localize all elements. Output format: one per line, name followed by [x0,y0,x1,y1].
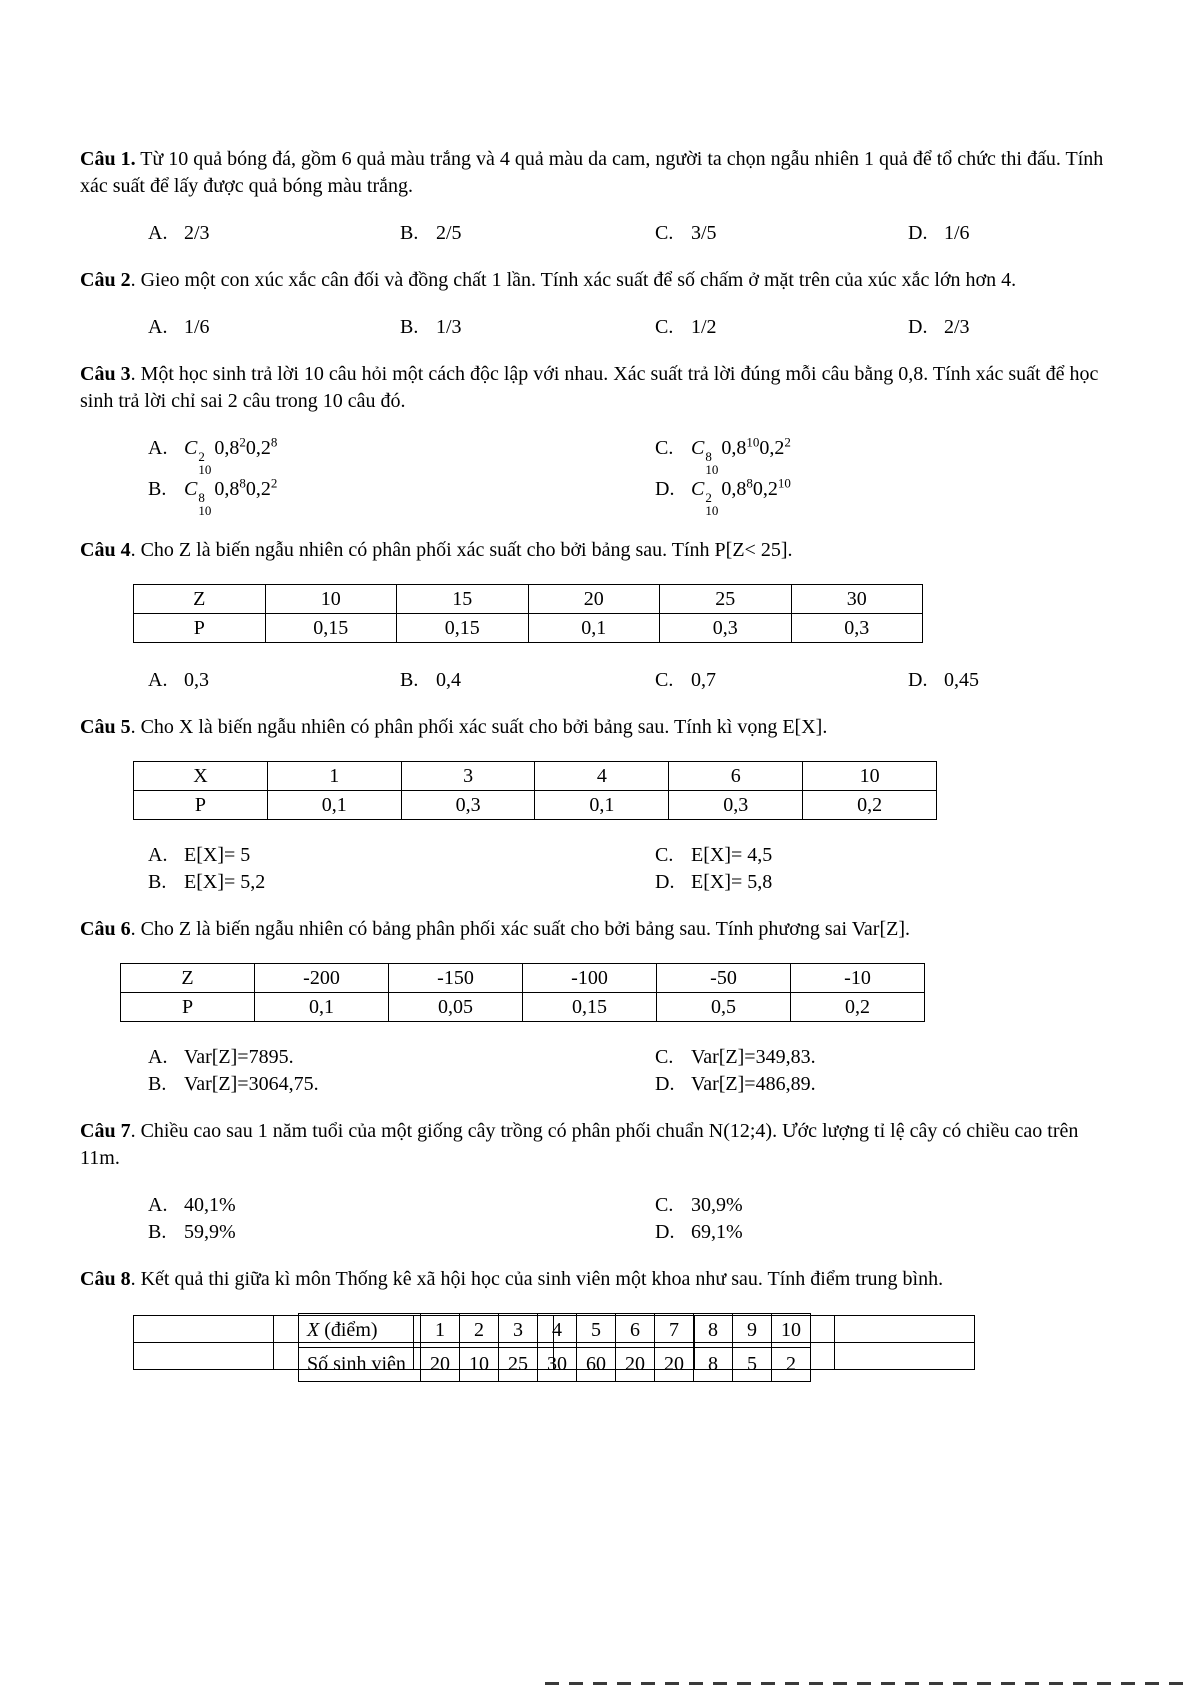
table-cell: 20 [528,585,660,614]
option-value: Var[Z]=349,83. [691,1046,816,1068]
table-cell: 0,3 [401,791,535,820]
exponent: 8 [270,434,278,450]
q5-distribution-table [133,761,937,820]
table-cell: 8 [694,1314,733,1348]
table-cell: 3 [499,1314,538,1348]
question-3-label: Câu 3 [80,363,131,385]
option-value: E[X]= 4,5 [691,844,773,866]
blank-cell [414,1316,554,1343]
question-2-text [80,267,1112,294]
option-b [148,1071,655,1098]
table-cell: 7 [655,1314,694,1348]
math-term: 0,2 [759,437,785,459]
table-cell: 0,2 [791,993,925,1022]
option-value: 2/3 [944,316,970,338]
option-b [400,314,655,341]
option-d [655,476,1112,517]
option-value: 30,9% [691,1194,743,1216]
table-cell: P [134,614,266,643]
option-b [148,476,655,517]
question-5-options [80,842,1112,896]
blank-cell [694,1343,834,1370]
question-6 [80,916,1112,1098]
table-cell: 0,1 [255,993,389,1022]
math-term: 0,2 [245,437,271,459]
option-letter: C. [655,669,674,691]
question-8-label: Câu 8 [80,1268,131,1290]
option-d [908,667,1112,694]
table-cell: 0,2 [803,791,937,820]
option-value: 3/5 [691,222,717,244]
option-c [655,220,908,247]
table-header-cell: Số sinh viên [299,1348,421,1382]
question-2-label: Câu 2 [80,269,131,291]
blank-cell [134,1343,274,1370]
option-letter: A. [148,669,168,691]
table-row [121,993,925,1022]
question-1-body: Từ 10 quả bóng đá, gồm 6 quả màu trắng và 4 quả màu da cam, người ta chọn ngẫu nhiên 1 quả để tổ chức thi đấu. Tính xác suất để lấy được quả bóng màu trắng. [80,148,1104,197]
option-b [400,220,655,247]
table-cell: 0,15 [397,614,529,643]
option-letter: B. [148,1221,167,1243]
question-1-options [80,220,1112,247]
table-cell: 0,15 [523,993,657,1022]
exponent: 10 [777,475,791,491]
question-6-label: Câu 6 [80,918,131,940]
table-cell: 6 [669,762,803,791]
table-cell: 15 [397,585,529,614]
combination-symbol: C [691,478,705,500]
combination-symbol: C [184,437,198,459]
option-letter: A. [148,1046,168,1068]
question-7-label: Câu 7 [80,1120,131,1142]
option-d [655,869,1112,896]
option-a [148,1044,655,1071]
blank-cell [554,1343,694,1370]
table-cell: 4 [535,762,669,791]
exponent: 2 [784,434,791,450]
blank-cell [134,1316,274,1343]
question-7 [80,1118,1112,1246]
question-4-options [80,667,1112,694]
option-letter: A. [148,844,168,866]
option-letter: A. [148,437,168,459]
question-5 [80,714,1112,896]
option-letter: C. [655,844,674,866]
table-cell: 60 [577,1348,616,1382]
question-1 [80,146,1112,247]
option-value: E[X]= 5,2 [184,871,266,893]
question-5-label: Câu 5 [80,716,131,738]
question-5-text [80,714,1112,741]
option-value: 0,45 [944,669,979,691]
blank-cell [554,1316,694,1343]
question-4 [80,537,1112,694]
table-row [134,1343,975,1370]
option-letter: A. [148,316,168,338]
exponent: 8 [239,475,246,491]
table-cell: 1 [267,762,401,791]
superscript: 8 [198,490,205,505]
combination-symbol: C [691,437,705,459]
sup-sub-stack [198,450,211,476]
option-c [655,842,1112,869]
question-1-text [80,146,1112,200]
table-cell: 8 [694,1348,733,1382]
option-letter: D. [908,669,928,691]
option-a [148,842,655,869]
table-cell: 20 [616,1348,655,1382]
table-cell: Z [121,964,255,993]
question-2-body: . Gieo một con xúc xắc cân đối và đồng chất 1 lần. Tính xác suất để số chấm ở mặt trên của xúc xắc lớn hơn 4. [130,269,1017,291]
option-c [655,314,908,341]
option-letter: B. [148,871,167,893]
option-value: 59,9% [184,1221,236,1243]
table-cell: 20 [655,1348,694,1382]
option-d [908,314,1112,341]
table-cell: 3 [401,762,535,791]
option-letter: C. [655,316,674,338]
table-row [134,1316,975,1343]
exponent: 2 [270,475,278,491]
option-value: 40,1% [184,1194,236,1216]
table-cell: 10 [803,762,937,791]
option-value: 69,1% [691,1221,743,1243]
math-term: 0,2 [245,478,271,500]
table-cell: 5 [733,1348,772,1382]
table-cell: -10 [791,964,925,993]
question-7-text [80,1118,1112,1172]
blank-cell [834,1343,974,1370]
blank-cell [694,1316,834,1343]
math-term: 0,8 [214,437,240,459]
option-value: 1/6 [184,316,210,338]
option-value: 0,4 [436,669,461,691]
question-6-text [80,916,1112,943]
option-letter: B. [148,478,167,500]
table-cell: 0,3 [791,614,923,643]
option-letter: C. [655,1194,674,1216]
option-value: Var[Z]=486,89. [691,1073,816,1095]
table-cell: 2 [772,1348,811,1382]
table-cell: 5 [577,1314,616,1348]
option-b [148,1219,655,1246]
table-cell: -200 [255,964,389,993]
table-row [134,614,923,643]
table-cell: 25 [499,1348,538,1382]
table-cell: 0,3 [669,791,803,820]
table-cell: 0,1 [528,614,660,643]
sup-sub-stack [705,491,718,517]
table-cell: 0,1 [535,791,669,820]
question-2-options [80,314,1112,341]
option-letter: D. [655,478,675,500]
option-b [400,667,655,694]
option-value: 0,3 [184,669,209,691]
superscript: 2 [705,490,712,505]
table-cell: 20 [421,1348,460,1382]
table-cell: 2 [460,1314,499,1348]
option-a [148,435,655,476]
option-a [148,314,400,341]
table-cell: P [134,791,268,820]
table-cell: 10 [460,1348,499,1382]
combination-symbol: C [184,478,198,500]
table-cell: 4 [538,1314,577,1348]
table-cell: 10 [772,1314,811,1348]
option-letter: D. [908,222,928,244]
blank-answer-table [133,1315,975,1370]
table-cell: -50 [657,964,791,993]
subscript: 10 [198,462,212,477]
table-cell: 0,5 [657,993,791,1022]
option-a [148,1192,655,1219]
table-cell: 1 [421,1314,460,1348]
option-value: Var[Z]=3064,75. [184,1073,319,1095]
option-letter: B. [400,669,419,691]
option-value: E[X]= 5,8 [691,871,773,893]
option-c [655,667,908,694]
option-d [655,1071,1112,1098]
math-term: 0,8 [721,437,747,459]
question-8-body: . Kết quả thi giữa kì môn Thống kê xã hội học của sinh viên một khoa như sau. Tính điểm trung bình. [130,1268,944,1290]
q6-distribution-table [120,963,925,1022]
option-a [148,667,400,694]
option-d [908,220,1112,247]
table-cell: 0,3 [660,614,792,643]
table-cell: 30 [791,585,923,614]
table-cell: X [134,762,268,791]
question-2 [80,267,1112,341]
option-value: Var[Z]=7895. [184,1046,294,1068]
option-letter: A. [148,222,168,244]
exponent: 2 [239,434,246,450]
table-row [134,791,937,820]
subscript: 10 [198,503,212,518]
table-cell: -150 [389,964,523,993]
sup-sub-stack [705,450,718,476]
option-value: 2/3 [184,222,210,244]
question-3-text [80,361,1112,415]
question-4-label: Câu 4 [80,539,131,561]
question-3-options [80,435,1112,517]
variable-symbol: X [307,1319,320,1341]
blank-cell [274,1316,414,1343]
option-c [655,1044,1112,1071]
table-cell: 10 [265,585,397,614]
option-letter: D. [655,1073,675,1095]
table-cell: Z [134,585,266,614]
option-a [148,220,400,247]
superscript: 2 [198,449,205,464]
option-value: 1/6 [944,222,970,244]
option-c [655,1192,1112,1219]
option-value: 0,7 [691,669,716,691]
question-3-body: . Một học sinh trả lời 10 câu hỏi một cách độc lập với nhau. Xác suất trả lời đúng mỗi câu bằng 0,8. Tính xác suất để học sinh trả lời chỉ sai 2 câu trong 10 câu đó. [80,363,1099,412]
option-letter: C. [655,1046,674,1068]
subscript: 10 [705,462,719,477]
math-term: 0,8 [721,478,747,500]
question-4-body: . Cho Z là biến ngẫu nhiên có phân phối xác suất cho bởi bảng sau. Tính P[Z< 25]. [130,539,793,561]
table-cell: 6 [616,1314,655,1348]
option-b [148,869,655,896]
table-cell: 0,05 [389,993,523,1022]
question-1-label: Câu 1. [80,148,136,170]
option-c [655,435,1112,476]
sup-sub-stack [198,491,211,517]
blank-cell [414,1343,554,1370]
option-letter: A. [148,1194,168,1216]
superscript: 8 [705,449,712,464]
table-row [121,964,925,993]
option-letter: C. [655,222,674,244]
exponent: 8 [746,475,753,491]
question-5-body: . Cho X là biến ngẫu nhiên có phân phối xác suất cho bởi bảng sau. Tính kì vọng E[X]. [130,716,828,738]
option-letter: D. [655,871,675,893]
option-value: E[X]= 5 [184,844,251,866]
question-6-options [80,1044,1112,1098]
exponent: 10 [746,434,760,450]
option-letter: B. [400,222,419,244]
q4-distribution-table [133,584,923,643]
option-value: 1/2 [691,316,717,338]
table-cell: 0,1 [267,791,401,820]
option-value: 2/5 [436,222,462,244]
table-cell: 9 [733,1314,772,1348]
subscript: 10 [705,503,719,518]
option-letter: D. [655,1221,675,1243]
header-suffix: (điểm) [319,1319,378,1341]
table-cell: 30 [538,1348,577,1382]
question-6-body: . Cho Z là biến ngẫu nhiên có bảng phân phối xác suất cho bởi bảng sau. Tính phương sai Var[Z]. [130,918,911,940]
option-d [655,1219,1112,1246]
option-letter: D. [908,316,928,338]
question-8-text [80,1266,1112,1293]
table-cell: 25 [660,585,792,614]
question-3 [80,361,1112,517]
question-4-text [80,537,1112,564]
table-cell: -100 [523,964,657,993]
option-value: 1/3 [436,316,462,338]
option-letter: B. [148,1073,167,1095]
math-term: 0,2 [752,478,778,500]
table-row [134,762,937,791]
table-cell: P [121,993,255,1022]
blank-cell [834,1316,974,1343]
table-cell: 0,15 [265,614,397,643]
table-row [134,585,923,614]
question-7-body: . Chiều cao sau 1 năm tuổi của một giống cây trồng có phân phối chuẩn N(12;4). Ước lượng tỉ lệ cây có chiều cao trên 11m. [80,1120,1079,1169]
option-letter: C. [655,437,674,459]
option-letter: B. [400,316,419,338]
blank-cell [274,1343,414,1370]
math-term: 0,8 [214,478,240,500]
question-7-options [80,1192,1112,1246]
